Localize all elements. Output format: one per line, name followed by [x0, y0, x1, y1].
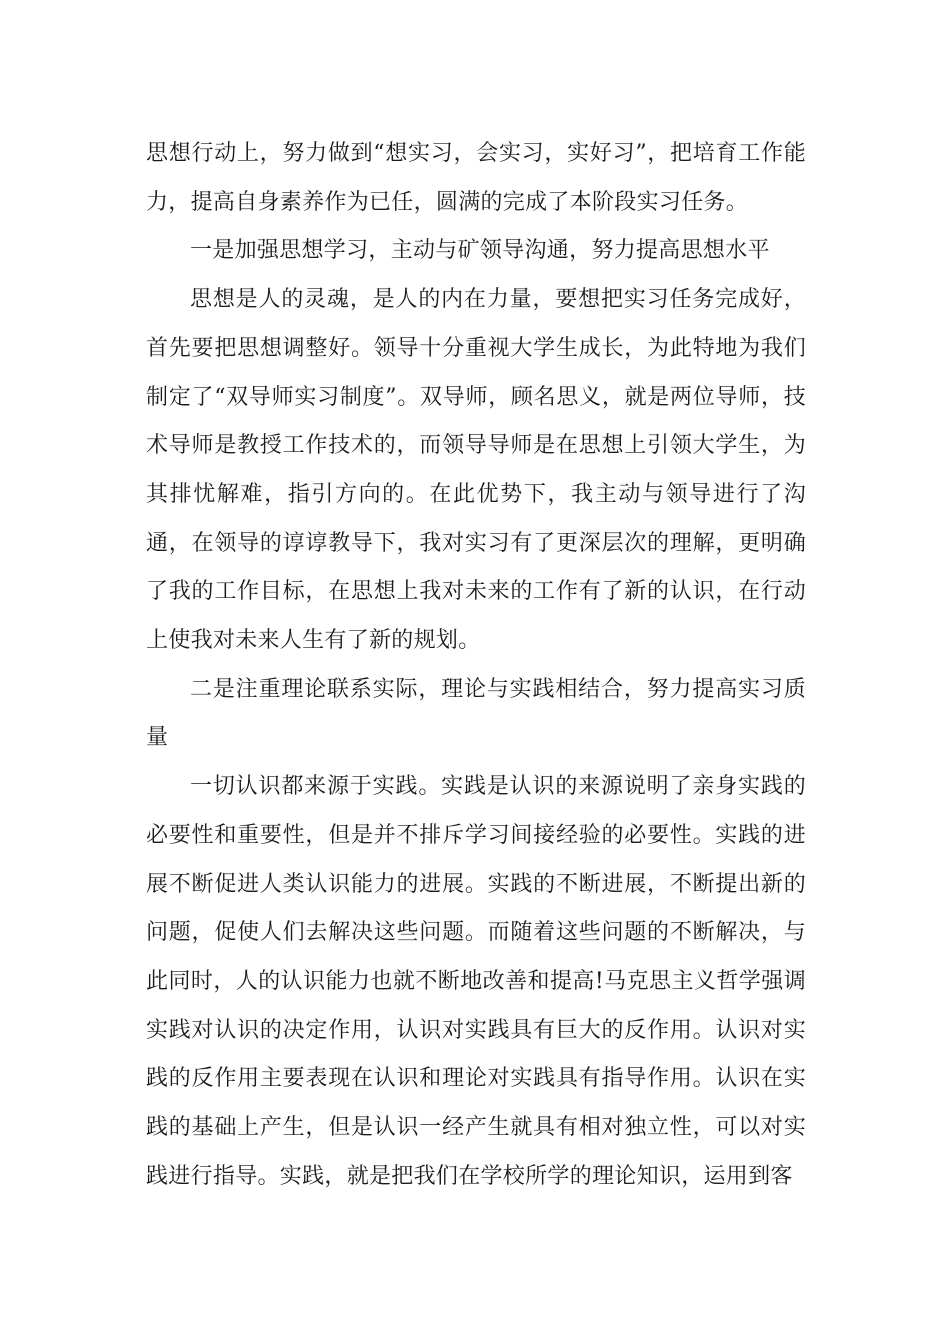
section-heading-two: 二是注重理论联系实际，理论与实践相结合，努力提高实习质量 — [146, 676, 806, 751]
paragraph-continuation: 思想行动上，努力做到“想实习，会实习，实好习”，把培育工作能力，提高自身素养作为已任，圆满的完成了本阶段实习任务。 — [146, 141, 806, 215]
document-body — [146, 130, 806, 1201]
paragraph-practice: 一切认识都来源于实践。实践是认识的来源说明了亲身实践的必要性和重要性，但是并不排斥学习间接经验的必要性。实践的进展不断促进人类认识能力的进展。实践的不断进展，不断提出新的问题，促使人们去解决这些问题。而随着这些问题的不断解决，与此同时，人的认识能力也就不断地改善和提高!马克思主义哲学强调实践对认识的决定作用，认识对实践具有巨大的反作用。认识对实践的反作用主要表现在认识和理论对实践具有指导作用。认识在实践的基础上产生，但是认识一经产生就具有相对独立性，可以对实践进行指导。实践，就是把我们在学校所学的理论知识，运用到客 — [146, 774, 806, 1189]
section-heading-one: 一是加强思想学习，主动与矿领导沟通，努力提高思想水平 — [190, 238, 770, 264]
paragraph-thought: 思想是人的灵魂，是人的内在力量，要想把实习任务完成好，首先要把思想调整好。领导十分重视大学生成长，为此特地为我们制定了“双导师实习制度”。双导师，顾名思义，就是两位导师，技术导师是教授工作技术的，而领导导师是在思想上引领大学生，为其排忧解难，指引方向的。在此优势下，我主动与领导进行了沟通，在领导的谆谆教导下，我对实习有了更深层次的理解，更明确了我的工作目标，在思想上我对未来的工作有了新的认识，在行动上使我对未来人生有了新的规划。 — [146, 287, 806, 654]
